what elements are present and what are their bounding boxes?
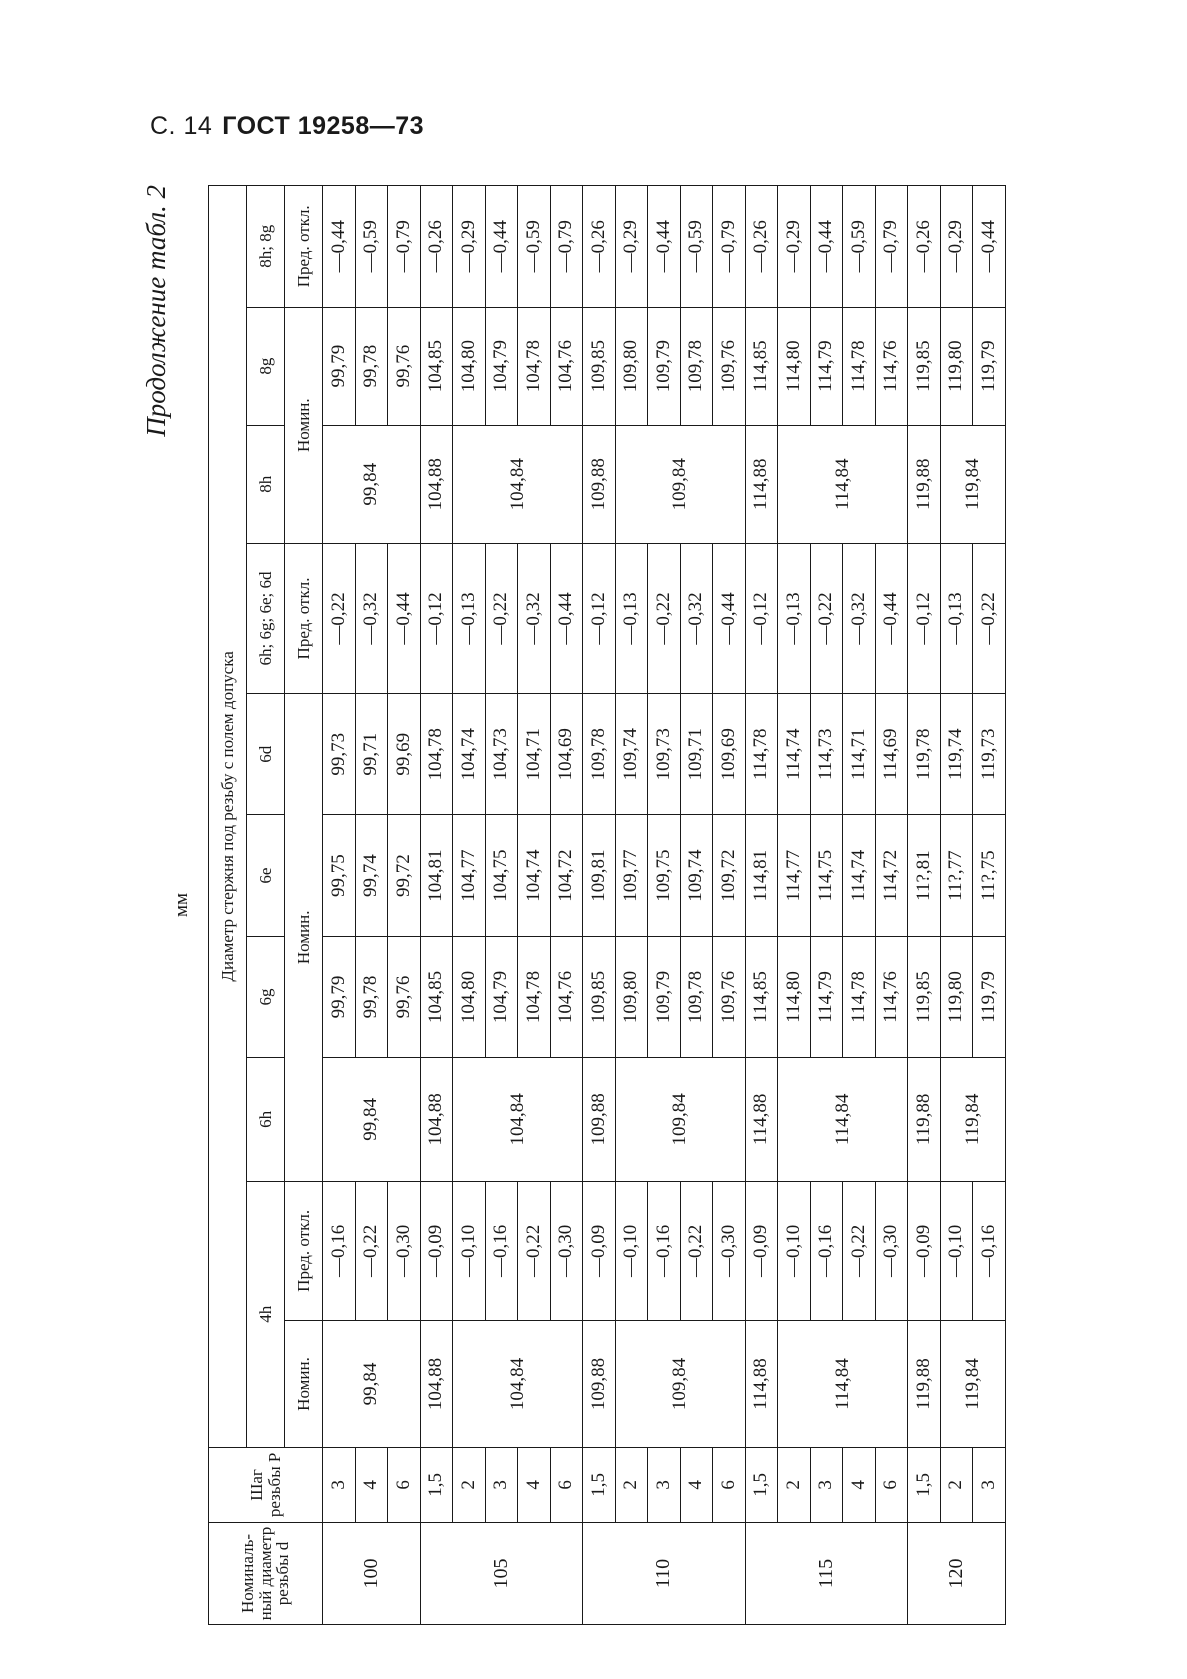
nominal-6e-cell: 99,72 [388, 815, 421, 936]
deviation-8-cell: —0,59 [518, 186, 551, 308]
header-4h: 4h [247, 1181, 285, 1447]
nominal-6e-cell: 109,75 [648, 815, 681, 936]
nominal-6d-cell: 114,71 [843, 694, 876, 815]
nominal-6e-cell: 114,72 [875, 815, 908, 936]
pitch-cell: 6 [388, 1447, 421, 1522]
deviation-8-cell: —0,26 [908, 186, 941, 308]
nominal-8h-cell: 99,84 [323, 425, 421, 543]
nominal-8g-cell: 114,85 [745, 307, 778, 425]
nominal-6h-cell: 119,84 [940, 1058, 1005, 1181]
deviation-6-cell: —0,44 [388, 543, 421, 693]
nominal-8g-cell: 109,80 [615, 307, 648, 425]
pitch-cell: 4 [518, 1447, 551, 1522]
header-nominal-diameter: Номиналь-ный диаметр резьбы d [209, 1523, 323, 1625]
nominal-4h-cell: 109,84 [615, 1321, 745, 1448]
pitch-cell: 6 [875, 1447, 908, 1522]
nominal-6e-cell: 104,77 [453, 815, 486, 936]
nominal-6e-cell: 114,75 [810, 815, 843, 936]
pitch-cell: 3 [973, 1447, 1006, 1522]
pitch-cell: 1,5 [745, 1447, 778, 1522]
nominal-6e-cell: 104,81 [420, 815, 453, 936]
header-8h: 8h [247, 425, 285, 543]
deviation-8-cell: —0,79 [388, 186, 421, 308]
deviation-4h-cell: —0,22 [843, 1181, 876, 1321]
pitch-cell: 2 [940, 1447, 973, 1522]
deviation-6-cell: —0,22 [810, 543, 843, 693]
nominal-6g-cell: 104,79 [485, 936, 518, 1057]
nominal-6g-cell: 114,78 [843, 936, 876, 1057]
deviation-6-cell: —0,22 [485, 543, 518, 693]
nominal-6e-cell: 114,74 [843, 815, 876, 936]
nominal-6e-cell: 11?,75 [973, 815, 1006, 936]
table-row [908, 186, 941, 1625]
nominal-8g-cell: 99,78 [355, 307, 388, 425]
nominal-8g-cell: 104,76 [550, 307, 583, 425]
deviation-4h-cell: —0,09 [420, 1181, 453, 1321]
deviation-6-cell: —0,12 [583, 543, 616, 693]
nominal-8h-cell: 119,88 [908, 425, 941, 543]
table-row [453, 186, 486, 1625]
table-row [940, 186, 973, 1625]
nominal-6d-cell: 109,74 [615, 694, 648, 815]
deviation-6-cell: —0,12 [420, 543, 453, 693]
pitch-cell: 3 [810, 1447, 843, 1522]
nominal-4h-cell: 109,88 [583, 1321, 616, 1448]
deviation-6-cell: —0,13 [778, 543, 811, 693]
deviation-8-cell: —0,44 [810, 186, 843, 308]
pitch-cell: 4 [355, 1447, 388, 1522]
deviation-8-cell: —0,29 [940, 186, 973, 308]
nominal-6e-cell: 104,75 [485, 815, 518, 936]
nominal-8g-cell: 109,78 [680, 307, 713, 425]
nominal-6g-cell: 104,80 [453, 936, 486, 1057]
deviation-8-cell: —0,26 [583, 186, 616, 308]
deviation-4h-cell: —0,30 [875, 1181, 908, 1321]
deviation-8-cell: —0,44 [323, 186, 356, 308]
deviation-4h-cell: —0,30 [550, 1181, 583, 1321]
table-row [745, 186, 778, 1625]
pitch-cell: 2 [453, 1447, 486, 1522]
nominal-6h-cell: 104,88 [420, 1058, 453, 1181]
nominal-6e-cell: 104,72 [550, 815, 583, 936]
deviation-8-cell: —0,29 [778, 186, 811, 308]
nominal-8g-cell: 104,78 [518, 307, 551, 425]
nominal-8h-cell: 119,84 [940, 425, 1005, 543]
nominal-8g-cell: 104,79 [485, 307, 518, 425]
nominal-8g-cell: 104,80 [453, 307, 486, 425]
nominal-8g-cell: 109,85 [583, 307, 616, 425]
page-header [150, 112, 424, 141]
nominal-6h-cell: 109,88 [583, 1058, 616, 1181]
nominal-diameter-cell: 115 [745, 1523, 908, 1625]
pitch-cell: 4 [680, 1447, 713, 1522]
table-caption: Продолжение табл. 2 [141, 185, 171, 437]
header-tolerance-group: Диаметр стержня под резьбу с полем допуска [209, 186, 247, 1448]
nominal-8h-cell: 104,84 [453, 425, 583, 543]
standard-number: ГОСТ 19258—73 [222, 112, 425, 140]
deviation-6-cell: —0,44 [713, 543, 746, 693]
nominal-8g-cell: 119,85 [908, 307, 941, 425]
nominal-8g-cell: 104,85 [420, 307, 453, 425]
deviation-8-cell: —0,26 [745, 186, 778, 308]
deviation-8-cell: —0,59 [355, 186, 388, 308]
deviation-6-cell: —0,12 [745, 543, 778, 693]
nominal-6e-cell: 109,74 [680, 815, 713, 936]
nominal-6d-cell: 104,69 [550, 694, 583, 815]
nominal-8h-cell: 114,84 [778, 425, 908, 543]
nominal-6e-cell: 109,81 [583, 815, 616, 936]
nominal-8h-cell: 109,84 [615, 425, 745, 543]
nominal-4h-cell: 104,84 [453, 1321, 583, 1448]
nominal-6g-cell: 109,85 [583, 936, 616, 1057]
deviation-4h-cell: —0,16 [810, 1181, 843, 1321]
pitch-cell: 2 [615, 1447, 648, 1522]
header-6-deviation: 6h; 6g; 6e; 6d [247, 543, 285, 693]
nominal-6d-cell: 104,71 [518, 694, 551, 815]
deviation-8-cell: —0,79 [713, 186, 746, 308]
nominal-6d-cell: 104,73 [485, 694, 518, 815]
header-8g: 8g [247, 307, 285, 425]
deviation-4h-cell: —0,10 [940, 1181, 973, 1321]
nominal-diameter-cell: 105 [420, 1523, 583, 1625]
nominal-6d-cell: 99,69 [388, 694, 421, 815]
nominal-6h-cell: 109,84 [615, 1058, 745, 1181]
deviation-6-cell: —0,12 [908, 543, 941, 693]
deviation-6-cell: —0,32 [843, 543, 876, 693]
deviation-8-cell: —0,59 [843, 186, 876, 308]
table-row [420, 186, 453, 1625]
nominal-6g-cell: 104,85 [420, 936, 453, 1057]
nominal-6d-cell: 114,73 [810, 694, 843, 815]
header-6-nominal: Номин. [285, 694, 323, 1181]
header-4h-deviation: Пред. откл. [285, 1181, 323, 1321]
nominal-6e-cell: 99,75 [323, 815, 356, 936]
thread-diameter-table [208, 185, 1006, 1625]
header-8-deviation-limit: Пред. откл. [285, 186, 323, 308]
deviation-8-cell: —0,79 [550, 186, 583, 308]
deviation-6-cell: —0,22 [973, 543, 1006, 693]
nominal-6g-cell: 99,76 [388, 936, 421, 1057]
header-6e: 6e [247, 815, 285, 936]
page-number: С. 14 [150, 112, 213, 140]
nominal-6g-cell: 109,76 [713, 936, 746, 1057]
deviation-6-cell: —0,32 [518, 543, 551, 693]
nominal-6d-cell: 104,78 [420, 694, 453, 815]
pitch-cell: 1,5 [908, 1447, 941, 1522]
table-row [615, 186, 648, 1625]
deviation-8-cell: —0,44 [648, 186, 681, 308]
pitch-cell: 6 [713, 1447, 746, 1522]
nominal-6e-cell: 109,72 [713, 815, 746, 936]
nominal-6d-cell: 99,71 [355, 694, 388, 815]
nominal-6e-cell: 114,77 [778, 815, 811, 936]
nominal-6d-cell: 109,71 [680, 694, 713, 815]
deviation-6-cell: —0,32 [680, 543, 713, 693]
table-body-five-pitch-groups [420, 186, 1005, 1625]
deviation-4h-cell: —0,09 [908, 1181, 941, 1321]
nominal-6e-cell: 104,74 [518, 815, 551, 936]
table-row [583, 186, 616, 1625]
nominal-8h-cell: 109,88 [583, 425, 616, 543]
pitch-cell: 6 [550, 1447, 583, 1522]
nominal-6e-cell: 114,81 [745, 815, 778, 936]
nominal-6d-cell: 109,73 [648, 694, 681, 815]
nominal-6e-cell: 11?,77 [940, 815, 973, 936]
deviation-4h-cell: —0,30 [713, 1181, 746, 1321]
deviation-8-cell: —0,29 [615, 186, 648, 308]
pitch-cell: 3 [648, 1447, 681, 1522]
deviation-8-cell: —0,44 [973, 186, 1006, 308]
nominal-6g-cell: 99,79 [323, 936, 356, 1057]
nominal-6h-cell: 104,84 [453, 1058, 583, 1181]
nominal-6h-cell: 119,88 [908, 1058, 941, 1181]
header-6h: 6h [247, 1058, 285, 1181]
units-label: мм [171, 892, 192, 918]
deviation-4h-cell: —0,10 [453, 1181, 486, 1321]
nominal-8g-cell: 114,78 [843, 307, 876, 425]
header-thread-pitch: Шаг резьбы P [209, 1447, 323, 1522]
nominal-4h-cell: 104,88 [420, 1321, 453, 1448]
nominal-6d-cell: 114,78 [745, 694, 778, 815]
deviation-4h-cell: —0,10 [615, 1181, 648, 1321]
nominal-6e-cell: 11?,81 [908, 815, 941, 936]
nominal-8h-cell: 114,88 [745, 425, 778, 543]
nominal-6g-cell: 104,76 [550, 936, 583, 1057]
nominal-6h-cell: 99,84 [323, 1058, 421, 1181]
header-6d: 6d [247, 694, 285, 815]
deviation-4h-cell: —0,22 [680, 1181, 713, 1321]
nominal-6g-cell: 119,85 [908, 936, 941, 1057]
deviation-8-cell: —0,26 [420, 186, 453, 308]
deviation-4h-cell: —0,16 [485, 1181, 518, 1321]
pitch-cell: 3 [485, 1447, 518, 1522]
nominal-4h-cell: 119,84 [940, 1321, 1005, 1448]
nominal-6d-cell: 99,73 [323, 694, 356, 815]
pitch-cell: 1,5 [583, 1447, 616, 1522]
nominal-diameter-cell: 120 [908, 1523, 1006, 1625]
header-6g: 6g [247, 936, 285, 1057]
deviation-8-cell: —0,79 [875, 186, 908, 308]
nominal-6g-cell: 109,79 [648, 936, 681, 1057]
deviation-6-cell: —0,32 [355, 543, 388, 693]
nominal-6g-cell: 114,80 [778, 936, 811, 1057]
nominal-6e-cell: 99,74 [355, 815, 388, 936]
nominal-6d-cell: 109,78 [583, 694, 616, 815]
nominal-6g-cell: 114,76 [875, 936, 908, 1057]
nominal-6g-cell: 119,79 [973, 936, 1006, 1057]
nominal-6d-cell: 104,74 [453, 694, 486, 815]
deviation-6-cell: —0,13 [453, 543, 486, 693]
deviation-8-cell: —0,29 [453, 186, 486, 308]
deviation-6-cell: —0,22 [323, 543, 356, 693]
deviation-6-cell: —0,13 [615, 543, 648, 693]
deviation-6-cell: —0,44 [550, 543, 583, 693]
header-8-deviation: 8h; 8g [247, 186, 285, 308]
deviation-6-cell: —0,44 [875, 543, 908, 693]
nominal-8g-cell: 114,79 [810, 307, 843, 425]
nominal-8h-cell: 104,88 [420, 425, 453, 543]
deviation-6-cell: —0,13 [940, 543, 973, 693]
pitch-cell: 3 [323, 1447, 356, 1522]
nominal-diameter-cell: 100 [323, 1523, 421, 1625]
nominal-8g-cell: 114,76 [875, 307, 908, 425]
nominal-4h-cell: 119,88 [908, 1321, 941, 1448]
nominal-6g-cell: 109,80 [615, 936, 648, 1057]
nominal-diameter-cell: 110 [583, 1523, 746, 1625]
nominal-8g-cell: 99,76 [388, 307, 421, 425]
nominal-8g-cell: 119,80 [940, 307, 973, 425]
nominal-6g-cell: 114,85 [745, 936, 778, 1057]
nominal-6e-cell: 109,77 [615, 815, 648, 936]
nominal-6h-cell: 114,88 [745, 1058, 778, 1181]
table-row [778, 186, 811, 1625]
deviation-8-cell: —0,59 [680, 186, 713, 308]
header-4h-nominal: Номин. [285, 1321, 323, 1448]
pitch-cell: 4 [843, 1447, 876, 1522]
nominal-8g-cell: 119,79 [973, 307, 1006, 425]
nominal-6g-cell: 99,78 [355, 936, 388, 1057]
nominal-8g-cell: 109,76 [713, 307, 746, 425]
deviation-4h-cell: —0,10 [778, 1181, 811, 1321]
pitch-cell: 2 [778, 1447, 811, 1522]
nominal-6d-cell: 114,74 [778, 694, 811, 815]
deviation-4h-cell: —0,16 [323, 1181, 356, 1321]
nominal-8g-cell: 109,79 [648, 307, 681, 425]
deviation-8-cell: —0,44 [485, 186, 518, 308]
nominal-6g-cell: 114,79 [810, 936, 843, 1057]
header-6-deviation-limit: Пред. откл. [285, 543, 323, 693]
nominal-4h-cell: 114,84 [778, 1321, 908, 1448]
deviation-6-cell: —0,22 [648, 543, 681, 693]
deviation-4h-cell: —0,22 [518, 1181, 551, 1321]
nominal-6g-cell: 119,80 [940, 936, 973, 1057]
nominal-6d-cell: 119,78 [908, 694, 941, 815]
nominal-6d-cell: 109,69 [713, 694, 746, 815]
deviation-4h-cell: —0,30 [388, 1181, 421, 1321]
nominal-6d-cell: 114,69 [875, 694, 908, 815]
nominal-4h-cell: 99,84 [323, 1321, 421, 1448]
deviation-4h-cell: —0,16 [648, 1181, 681, 1321]
nominal-8g-cell: 99,79 [323, 307, 356, 425]
nominal-6g-cell: 104,78 [518, 936, 551, 1057]
deviation-4h-cell: —0,22 [355, 1181, 388, 1321]
deviation-4h-cell: —0,16 [973, 1181, 1006, 1321]
nominal-6d-cell: 119,73 [973, 694, 1006, 815]
nominal-6d-cell: 119,74 [940, 694, 973, 815]
deviation-4h-cell: —0,09 [745, 1181, 778, 1321]
header-8-nominal: Номин. [285, 307, 323, 543]
nominal-6g-cell: 109,78 [680, 936, 713, 1057]
nominal-4h-cell: 114,88 [745, 1321, 778, 1448]
pitch-cell: 1,5 [420, 1447, 453, 1522]
nominal-6h-cell: 114,84 [778, 1058, 908, 1181]
nominal-8g-cell: 114,80 [778, 307, 811, 425]
deviation-4h-cell: —0,09 [583, 1181, 616, 1321]
